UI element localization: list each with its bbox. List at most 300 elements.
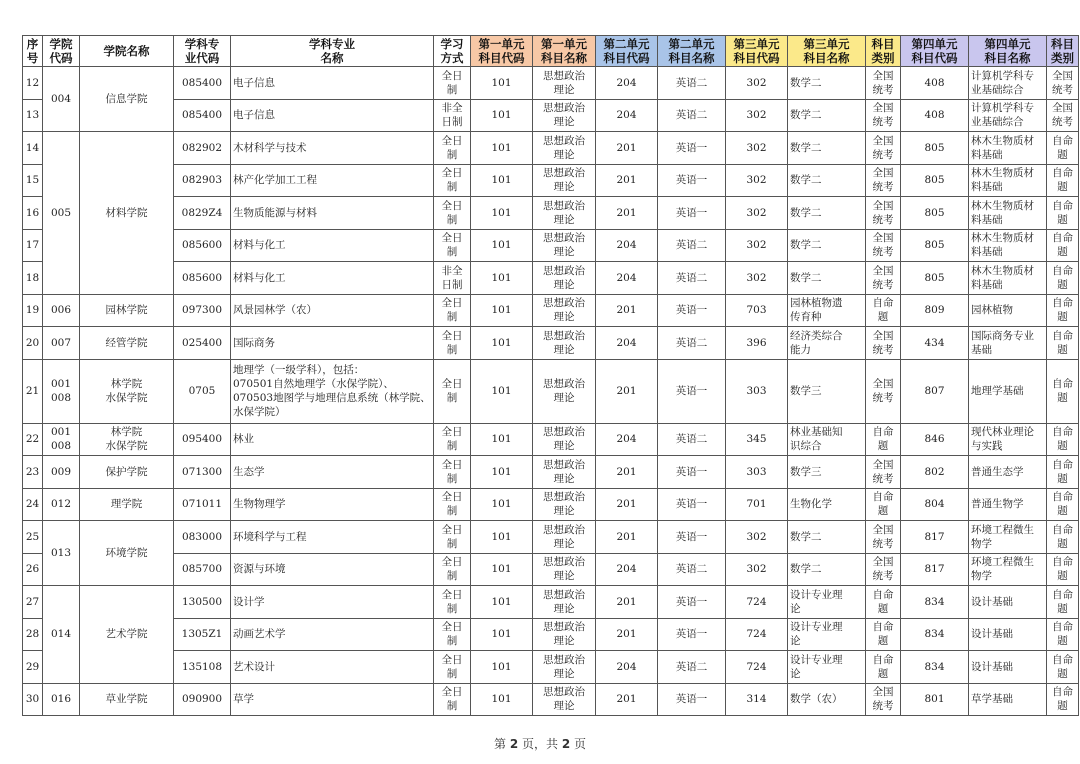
u3-type-cell: 全国 统考 xyxy=(866,553,901,586)
u1-code-cell: 101 xyxy=(471,327,533,360)
u2-code-cell: 204 xyxy=(596,67,658,100)
table-row xyxy=(23,553,1079,586)
u2-code-cell: 204 xyxy=(596,262,658,295)
u1-name-cell: 思想政治 理论 xyxy=(533,618,596,651)
seq-cell: 18 xyxy=(23,262,43,295)
u3-code-cell: 396 xyxy=(726,327,788,360)
u3-name-cell: 数学三 xyxy=(788,456,866,489)
mode-cell: 全日 制 xyxy=(434,164,471,197)
u1-code-cell: 101 xyxy=(471,359,533,423)
mode-cell: 全日 制 xyxy=(434,683,471,716)
u1-name-cell: 思想政治 理论 xyxy=(533,164,596,197)
u2-name-cell: 英语二 xyxy=(658,229,726,262)
u4-code-cell: 801 xyxy=(901,683,969,716)
u4-type-cell: 自命 题 xyxy=(1047,683,1079,716)
college-code-cell: 012 xyxy=(43,488,80,521)
footer-page-number: 2 xyxy=(509,737,519,751)
u4-type-cell: 自命 题 xyxy=(1047,327,1079,360)
major-code-cell: 095400 xyxy=(174,423,231,456)
u2-name-cell: 英语一 xyxy=(658,359,726,423)
u4-name-cell: 计算机学科专 业基础综合 xyxy=(969,99,1047,132)
major-code-cell: 085700 xyxy=(174,553,231,586)
u4-code-cell: 817 xyxy=(901,553,969,586)
u4-code-cell: 807 xyxy=(901,359,969,423)
u4-code-cell: 805 xyxy=(901,229,969,262)
u4-type-cell: 自命 题 xyxy=(1047,521,1079,554)
u3-code-cell: 303 xyxy=(726,359,788,423)
u3-type-cell: 全国 统考 xyxy=(866,456,901,489)
table-row xyxy=(23,618,1079,651)
u1-code-cell: 101 xyxy=(471,262,533,295)
u2-name-cell: 英语一 xyxy=(658,488,726,521)
u4-code-cell: 408 xyxy=(901,99,969,132)
u1-code-cell: 101 xyxy=(471,521,533,554)
u4-name-cell: 设计基础 xyxy=(969,586,1047,619)
college-code-cell: 006 xyxy=(43,294,80,327)
u3-code-cell: 302 xyxy=(726,197,788,230)
u3-code-cell: 724 xyxy=(726,618,788,651)
u2-name-cell: 英语二 xyxy=(658,262,726,295)
u4-code-cell: 846 xyxy=(901,423,969,456)
major-name-cell: 林产化学加工工程 xyxy=(231,164,434,197)
column-header: 第一单元 科目名称 xyxy=(533,36,596,67)
column-header: 学科专 业代码 xyxy=(174,36,231,67)
mode-cell: 全日 制 xyxy=(434,488,471,521)
college-name-cell: 经管学院 xyxy=(80,327,174,360)
u1-name-cell: 思想政治 理论 xyxy=(533,683,596,716)
u4-type-cell: 自命 题 xyxy=(1047,651,1079,684)
u1-code-cell: 101 xyxy=(471,618,533,651)
u1-name-cell: 思想政治 理论 xyxy=(533,521,596,554)
u3-code-cell: 724 xyxy=(726,586,788,619)
table-row xyxy=(23,359,1079,423)
table-row xyxy=(23,99,1079,132)
u3-code-cell: 303 xyxy=(726,456,788,489)
u4-type-cell: 自命 题 xyxy=(1047,164,1079,197)
mode-cell: 全日 制 xyxy=(434,359,471,423)
college-name-cell: 艺术学院 xyxy=(80,586,174,684)
u4-name-cell: 草学基础 xyxy=(969,683,1047,716)
u3-code-cell: 345 xyxy=(726,423,788,456)
college-code-cell: 001 008 xyxy=(43,359,80,423)
major-code-cell: 0705 xyxy=(174,359,231,423)
mode-cell: 非全 日制 xyxy=(434,262,471,295)
major-name-cell: 材料与化工 xyxy=(231,229,434,262)
u3-name-cell: 数学二 xyxy=(788,197,866,230)
major-name-cell: 资源与环境 xyxy=(231,553,434,586)
u3-name-cell: 数学（农） xyxy=(788,683,866,716)
table-row xyxy=(23,586,1079,619)
major-code-cell: 097300 xyxy=(174,294,231,327)
seq-cell: 22 xyxy=(23,423,43,456)
table-row xyxy=(23,197,1079,230)
u1-code-cell: 101 xyxy=(471,683,533,716)
major-name-cell: 地理学（一级学科），包括： 070501自然地理学（水保学院）、 070503地图学与地理信息系统（林学院、水保学院） xyxy=(231,359,434,423)
u2-name-cell: 英语一 xyxy=(658,456,726,489)
major-name-cell: 动画艺术学 xyxy=(231,618,434,651)
footer-suffix: 页 xyxy=(570,737,586,751)
college-code-cell: 014 xyxy=(43,586,80,684)
u1-code-cell: 101 xyxy=(471,197,533,230)
u2-name-cell: 英语一 xyxy=(658,132,726,165)
u1-name-cell: 思想政治 理论 xyxy=(533,586,596,619)
major-name-cell: 风景园林学（农） xyxy=(231,294,434,327)
u4-name-cell: 林木生物质材 料基础 xyxy=(969,164,1047,197)
college-code-cell: 016 xyxy=(43,683,80,716)
u1-code-cell: 101 xyxy=(471,132,533,165)
u1-code-cell: 101 xyxy=(471,456,533,489)
u1-name-cell: 思想政治 理论 xyxy=(533,553,596,586)
u4-name-cell: 设计基础 xyxy=(969,618,1047,651)
admissions-table xyxy=(22,35,1079,716)
u2-code-cell: 204 xyxy=(596,327,658,360)
u1-name-cell: 思想政治 理论 xyxy=(533,67,596,100)
column-header: 第四单元 科目代码 xyxy=(901,36,969,67)
major-name-cell: 材料与化工 xyxy=(231,262,434,295)
u2-code-cell: 201 xyxy=(596,521,658,554)
u3-type-cell: 全国 统考 xyxy=(866,327,901,360)
u2-name-cell: 英语一 xyxy=(658,683,726,716)
u2-code-cell: 201 xyxy=(596,359,658,423)
u3-type-cell: 全国 统考 xyxy=(866,229,901,262)
u3-name-cell: 数学二 xyxy=(788,553,866,586)
u4-code-cell: 834 xyxy=(901,586,969,619)
u3-type-cell: 自命 题 xyxy=(866,488,901,521)
mode-cell: 全日 制 xyxy=(434,67,471,100)
table-row xyxy=(23,229,1079,262)
college-name-cell: 理学院 xyxy=(80,488,174,521)
footer-prefix: 第 xyxy=(493,737,510,751)
column-header: 学习 方式 xyxy=(434,36,471,67)
u3-type-cell: 全国 统考 xyxy=(866,67,901,100)
u3-name-cell: 生物化学 xyxy=(788,488,866,521)
mode-cell: 全日 制 xyxy=(434,327,471,360)
major-code-cell: 135108 xyxy=(174,651,231,684)
u3-type-cell: 全国 统考 xyxy=(866,359,901,423)
table-row xyxy=(23,521,1079,554)
mode-cell: 全日 制 xyxy=(434,586,471,619)
seq-cell: 27 xyxy=(23,586,43,619)
u1-code-cell: 101 xyxy=(471,294,533,327)
college-code-cell: 004 xyxy=(43,67,80,132)
u1-name-cell: 思想政治 理论 xyxy=(533,359,596,423)
seq-cell: 26 xyxy=(23,553,43,586)
college-name-cell: 林学院 水保学院 xyxy=(80,423,174,456)
u4-type-cell: 自命 题 xyxy=(1047,262,1079,295)
column-header: 学院 代码 xyxy=(43,36,80,67)
u4-type-cell: 全国 统考 xyxy=(1047,99,1079,132)
mode-cell: 全日 制 xyxy=(434,197,471,230)
u4-name-cell: 林木生物质材 料基础 xyxy=(969,132,1047,165)
column-header: 科目 类别 xyxy=(1047,36,1079,67)
u3-code-cell: 302 xyxy=(726,262,788,295)
table-row xyxy=(23,683,1079,716)
u2-code-cell: 201 xyxy=(596,456,658,489)
seq-cell: 20 xyxy=(23,327,43,360)
table-row xyxy=(23,651,1079,684)
major-code-cell: 082903 xyxy=(174,164,231,197)
u4-code-cell: 805 xyxy=(901,132,969,165)
college-code-cell: 005 xyxy=(43,132,80,295)
u3-code-cell: 302 xyxy=(726,132,788,165)
major-code-cell: 071300 xyxy=(174,456,231,489)
column-header: 第三单元 科目代码 xyxy=(726,36,788,67)
header-row xyxy=(23,36,1079,67)
u4-name-cell: 普通生物学 xyxy=(969,488,1047,521)
u3-type-cell: 全国 统考 xyxy=(866,262,901,295)
u4-code-cell: 834 xyxy=(901,651,969,684)
u1-name-cell: 思想政治 理论 xyxy=(533,488,596,521)
u3-type-cell: 自命 题 xyxy=(866,586,901,619)
u4-type-cell: 自命 题 xyxy=(1047,359,1079,423)
u3-code-cell: 302 xyxy=(726,164,788,197)
major-code-cell: 085400 xyxy=(174,67,231,100)
college-name-cell: 材料学院 xyxy=(80,132,174,295)
footer-middle: 页，共 xyxy=(518,737,562,751)
u4-type-cell: 自命 题 xyxy=(1047,618,1079,651)
u1-name-cell: 思想政治 理论 xyxy=(533,327,596,360)
column-header: 第三单元 科目名称 xyxy=(788,36,866,67)
major-code-cell: 082902 xyxy=(174,132,231,165)
u1-name-cell: 思想政治 理论 xyxy=(533,99,596,132)
u2-code-cell: 201 xyxy=(596,488,658,521)
u2-code-cell: 201 xyxy=(596,164,658,197)
mode-cell: 全日 制 xyxy=(434,521,471,554)
college-name-cell: 草业学院 xyxy=(80,683,174,716)
u3-type-cell: 自命 题 xyxy=(866,294,901,327)
u3-name-cell: 数学二 xyxy=(788,99,866,132)
table-row xyxy=(23,456,1079,489)
u2-name-cell: 英语二 xyxy=(658,99,726,132)
u3-code-cell: 302 xyxy=(726,67,788,100)
u1-name-cell: 思想政治 理论 xyxy=(533,456,596,489)
u1-code-cell: 101 xyxy=(471,586,533,619)
seq-cell: 23 xyxy=(23,456,43,489)
u2-code-cell: 204 xyxy=(596,99,658,132)
u1-name-cell: 思想政治 理论 xyxy=(533,423,596,456)
major-name-cell: 艺术设计 xyxy=(231,651,434,684)
seq-cell: 12 xyxy=(23,67,43,100)
column-header: 第四单元 科目名称 xyxy=(969,36,1047,67)
u2-code-cell: 201 xyxy=(596,294,658,327)
seq-cell: 14 xyxy=(23,132,43,165)
u3-type-cell: 全国 统考 xyxy=(866,683,901,716)
u3-name-cell: 林业基础知 识综合 xyxy=(788,423,866,456)
u3-code-cell: 302 xyxy=(726,229,788,262)
u1-code-cell: 101 xyxy=(471,553,533,586)
u4-type-cell: 全国 统考 xyxy=(1047,67,1079,100)
u4-name-cell: 林木生物质材 料基础 xyxy=(969,197,1047,230)
major-name-cell: 生物物理学 xyxy=(231,488,434,521)
u2-code-cell: 201 xyxy=(596,683,658,716)
u1-code-cell: 101 xyxy=(471,164,533,197)
u2-name-cell: 英语一 xyxy=(658,521,726,554)
mode-cell: 全日 制 xyxy=(434,423,471,456)
college-name-cell: 保护学院 xyxy=(80,456,174,489)
u3-type-cell: 自命 题 xyxy=(866,618,901,651)
u4-name-cell: 国际商务专业 基础 xyxy=(969,327,1047,360)
u4-code-cell: 802 xyxy=(901,456,969,489)
table-row xyxy=(23,164,1079,197)
college-name-cell: 环境学院 xyxy=(80,521,174,586)
u3-type-cell: 自命 题 xyxy=(866,651,901,684)
u4-type-cell: 自命 题 xyxy=(1047,423,1079,456)
u3-name-cell: 数学二 xyxy=(788,164,866,197)
u3-name-cell: 数学二 xyxy=(788,67,866,100)
mode-cell: 全日 制 xyxy=(434,618,471,651)
u3-name-cell: 园林植物遗 传育种 xyxy=(788,294,866,327)
footer-total-pages: 2 xyxy=(561,737,571,751)
column-header: 第二单元 科目名称 xyxy=(658,36,726,67)
u3-name-cell: 设计专业理 论 xyxy=(788,586,866,619)
major-code-cell: 085400 xyxy=(174,99,231,132)
major-code-cell: 0829Z4 xyxy=(174,197,231,230)
table-row xyxy=(23,423,1079,456)
u2-code-cell: 201 xyxy=(596,132,658,165)
u4-code-cell: 805 xyxy=(901,197,969,230)
table-row xyxy=(23,132,1079,165)
u1-name-cell: 思想政治 理论 xyxy=(533,651,596,684)
u4-name-cell: 林木生物质材 料基础 xyxy=(969,262,1047,295)
college-code-cell: 009 xyxy=(43,456,80,489)
column-header: 第二单元 科目代码 xyxy=(596,36,658,67)
u3-code-cell: 703 xyxy=(726,294,788,327)
major-name-cell: 林业 xyxy=(231,423,434,456)
u1-name-cell: 思想政治 理论 xyxy=(533,229,596,262)
seq-cell: 17 xyxy=(23,229,43,262)
u1-name-cell: 思想政治 理论 xyxy=(533,262,596,295)
u3-name-cell: 数学二 xyxy=(788,262,866,295)
column-header: 科目 类别 xyxy=(866,36,901,67)
mode-cell: 全日 制 xyxy=(434,651,471,684)
seq-cell: 19 xyxy=(23,294,43,327)
table-row xyxy=(23,327,1079,360)
major-name-cell: 草学 xyxy=(231,683,434,716)
u2-name-cell: 英语一 xyxy=(658,618,726,651)
college-name-cell: 园林学院 xyxy=(80,294,174,327)
major-code-cell: 090900 xyxy=(174,683,231,716)
u4-name-cell: 计算机学科专 业基础综合 xyxy=(969,67,1047,100)
u4-type-cell: 自命 题 xyxy=(1047,229,1079,262)
u4-type-cell: 自命 题 xyxy=(1047,553,1079,586)
u4-code-cell: 805 xyxy=(901,164,969,197)
u4-type-cell: 自命 题 xyxy=(1047,132,1079,165)
major-code-cell: 071011 xyxy=(174,488,231,521)
u4-code-cell: 809 xyxy=(901,294,969,327)
u1-code-cell: 101 xyxy=(471,67,533,100)
u3-name-cell: 设计专业理 论 xyxy=(788,651,866,684)
major-name-cell: 设计学 xyxy=(231,586,434,619)
u3-code-cell: 724 xyxy=(726,651,788,684)
u4-name-cell: 园林植物 xyxy=(969,294,1047,327)
mode-cell: 全日 制 xyxy=(434,553,471,586)
major-name-cell: 生态学 xyxy=(231,456,434,489)
college-code-cell: 001 008 xyxy=(43,423,80,456)
seq-cell: 24 xyxy=(23,488,43,521)
mode-cell: 全日 制 xyxy=(434,456,471,489)
mode-cell: 全日 制 xyxy=(434,132,471,165)
u2-name-cell: 英语一 xyxy=(658,586,726,619)
table-row xyxy=(23,294,1079,327)
u4-type-cell: 自命 题 xyxy=(1047,294,1079,327)
table-row xyxy=(23,67,1079,100)
major-name-cell: 电子信息 xyxy=(231,67,434,100)
major-code-cell: 083000 xyxy=(174,521,231,554)
column-header: 序 号 xyxy=(23,36,43,67)
college-code-cell: 013 xyxy=(43,521,80,586)
seq-cell: 29 xyxy=(23,651,43,684)
mode-cell: 全日 制 xyxy=(434,294,471,327)
seq-cell: 21 xyxy=(23,359,43,423)
u2-name-cell: 英语一 xyxy=(658,197,726,230)
major-name-cell: 生物质能源与材料 xyxy=(231,197,434,230)
u4-code-cell: 805 xyxy=(901,262,969,295)
major-name-cell: 国际商务 xyxy=(231,327,434,360)
u2-code-cell: 204 xyxy=(596,553,658,586)
u1-code-cell: 101 xyxy=(471,651,533,684)
seq-cell: 28 xyxy=(23,618,43,651)
major-code-cell: 1305Z1 xyxy=(174,618,231,651)
table-header xyxy=(23,36,1079,67)
u4-code-cell: 817 xyxy=(901,521,969,554)
u4-name-cell: 环境工程微生 物学 xyxy=(969,553,1047,586)
u3-name-cell: 数学二 xyxy=(788,521,866,554)
u3-code-cell: 701 xyxy=(726,488,788,521)
major-code-cell: 130500 xyxy=(174,586,231,619)
u3-code-cell: 302 xyxy=(726,99,788,132)
major-code-cell: 085600 xyxy=(174,229,231,262)
u3-type-cell: 全国 统考 xyxy=(866,164,901,197)
u3-type-cell: 全国 统考 xyxy=(866,132,901,165)
u3-code-cell: 314 xyxy=(726,683,788,716)
major-name-cell: 环境科学与工程 xyxy=(231,521,434,554)
u4-code-cell: 834 xyxy=(901,618,969,651)
u4-code-cell: 804 xyxy=(901,488,969,521)
u3-code-cell: 302 xyxy=(726,553,788,586)
table-row xyxy=(23,488,1079,521)
page-footer xyxy=(0,735,1080,752)
u2-code-cell: 201 xyxy=(596,586,658,619)
u2-name-cell: 英语二 xyxy=(658,327,726,360)
u2-name-cell: 英语二 xyxy=(658,553,726,586)
seq-cell: 25 xyxy=(23,521,43,554)
seq-cell: 13 xyxy=(23,99,43,132)
u2-code-cell: 204 xyxy=(596,423,658,456)
u3-type-cell: 全国 统考 xyxy=(866,197,901,230)
column-header: 学科专业 名称 xyxy=(231,36,434,67)
column-header: 第一单元 科目代码 xyxy=(471,36,533,67)
u2-name-cell: 英语二 xyxy=(658,423,726,456)
mode-cell: 全日 制 xyxy=(434,229,471,262)
college-name-cell: 信息学院 xyxy=(80,67,174,132)
college-name-cell: 林学院 水保学院 xyxy=(80,359,174,423)
u1-name-cell: 思想政治 理论 xyxy=(533,294,596,327)
u4-type-cell: 自命 题 xyxy=(1047,197,1079,230)
major-name-cell: 木材科学与技术 xyxy=(231,132,434,165)
college-code-cell: 007 xyxy=(43,327,80,360)
u4-name-cell: 地理学基础 xyxy=(969,359,1047,423)
u2-code-cell: 201 xyxy=(596,197,658,230)
u2-name-cell: 英语一 xyxy=(658,164,726,197)
u4-code-cell: 408 xyxy=(901,67,969,100)
u2-code-cell: 201 xyxy=(596,618,658,651)
u3-name-cell: 设计专业理 论 xyxy=(788,618,866,651)
column-header: 学院名称 xyxy=(80,36,174,67)
mode-cell: 非全 日制 xyxy=(434,99,471,132)
u2-code-cell: 204 xyxy=(596,229,658,262)
u2-code-cell: 204 xyxy=(596,651,658,684)
u3-name-cell: 数学二 xyxy=(788,229,866,262)
